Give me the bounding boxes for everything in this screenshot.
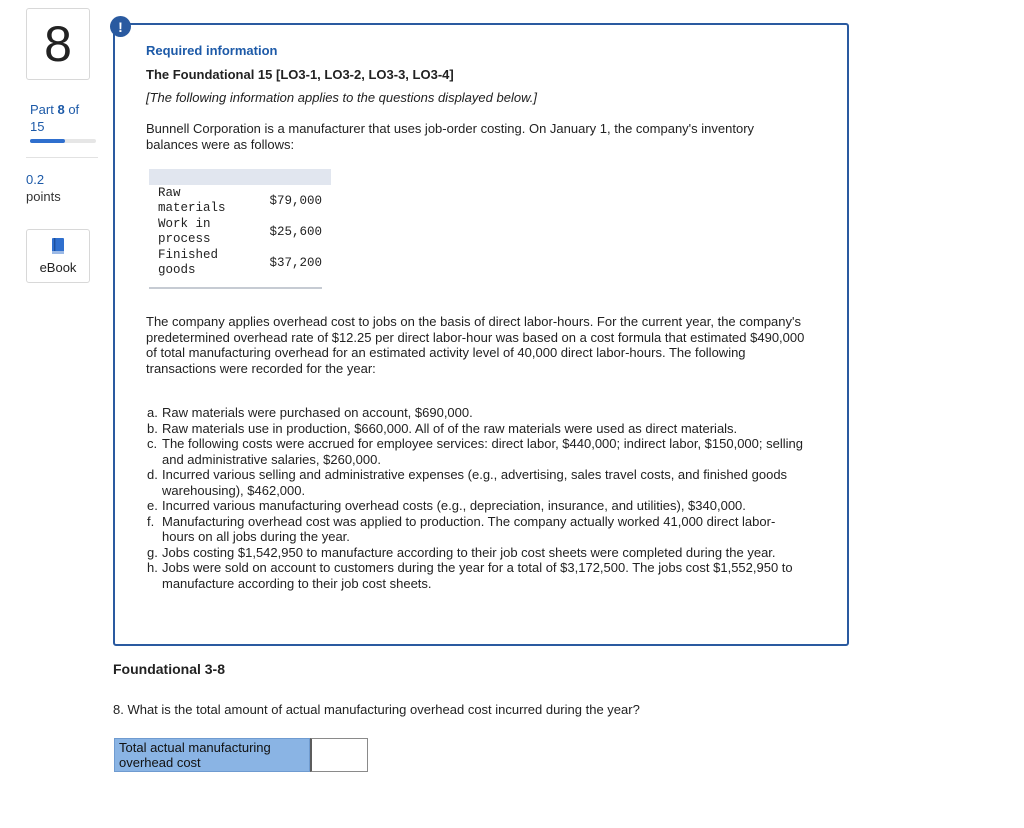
- part-prefix: Part: [30, 102, 54, 117]
- table-bottom-rule: [149, 287, 322, 289]
- part-indicator: [30, 101, 92, 135]
- list-item: [146, 545, 806, 561]
- inventory-table: [149, 169, 331, 278]
- required-info-heading: Required information: [146, 43, 278, 58]
- list-text: Incurred various manufacturing overhead costs (e.g., depreciation, insurance, and utilities), $340,000.: [162, 498, 746, 513]
- question-text: 8. What is the total amount of actual manufacturing overhead cost incurred during the year?: [113, 702, 640, 717]
- list-item: [146, 436, 806, 467]
- section-title: Foundational 3-8: [113, 661, 225, 677]
- inventory-amount: $79,000: [269, 193, 322, 208]
- list-marker: e.: [147, 498, 158, 513]
- ebook-label: eBook: [39, 259, 77, 275]
- foundational-15-title: The Foundational 15 [LO3-1, LO3-2, LO3-3, LO3-4]: [146, 67, 454, 82]
- list-marker: c.: [147, 436, 158, 451]
- list-text: Manufacturing overhead cost was applied to production. The company actually worked 41,000 direct labor-hours on all jobs during the year.: [162, 513, 776, 544]
- list-marker: d.: [147, 467, 158, 482]
- part-progress-fill: [30, 139, 65, 143]
- table-row: [149, 216, 331, 247]
- list-text: Incurred various selling and administrative expenses (e.g., advertising, sales travel costs, and finished goods warehousing), $462,000.: [162, 467, 788, 498]
- inventory-amount: $25,600: [269, 224, 322, 239]
- list-marker: f.: [147, 513, 155, 529]
- transactions-list: [146, 405, 806, 591]
- list-marker: a.: [147, 405, 158, 420]
- list-marker: g.: [147, 544, 158, 560]
- part-total: 15: [30, 119, 45, 134]
- inventory-label: Work in process: [158, 216, 211, 246]
- list-marker: h.: [147, 560, 158, 575]
- intro-paragraph: Bunnell Corporation is a manufacturer that uses job-order costing. On January 1, the company's inventory balances were as follows:: [146, 121, 755, 152]
- part-of: of: [68, 102, 80, 117]
- table-row: [149, 185, 331, 216]
- applies-note: [The following information applies to the questions displayed below.]: [146, 90, 537, 105]
- points-value: 0.2: [26, 172, 45, 187]
- answer-label: Total actual manufacturing overhead cost: [114, 738, 310, 772]
- list-text: Raw materials were purchased on account, $690,000.: [162, 405, 473, 420]
- list-item: [146, 467, 806, 498]
- points-block: [26, 171, 61, 205]
- overhead-paragraph: The company applies overhead cost to jobs on the basis of direct labor-hours. For the current year, the company's predetermined overhead rate of $12.25 per direct labor-hour was based on a cost formula that estimated $490,000 of total manufacturing overhead for an estimated activity level of 40,000 direct labor-hours. The following transactions were recorded for the year:: [146, 314, 805, 376]
- inventory-amount: $37,200: [269, 255, 322, 270]
- list-item: [146, 560, 806, 591]
- list-item: [146, 514, 806, 545]
- list-text: Jobs were sold on account to customers during the year for a total of $3,172,500. The jobs cost $1,552,950 to manufacture according to their job cost sheets.: [162, 560, 793, 591]
- inventory-label: Finished goods: [158, 247, 219, 277]
- part-progress-bar: [30, 139, 96, 143]
- list-item: [146, 421, 806, 437]
- alert-icon: !: [110, 16, 131, 37]
- book-icon: [51, 238, 65, 255]
- part-current: 8: [57, 102, 65, 117]
- list-text: The following costs were accrued for employee services: direct labor, $440,000; indirect labor, $150,000; selling and administrative salaries, $260,000.: [162, 436, 803, 467]
- table-row: [149, 247, 331, 278]
- list-text: Raw materials use in production, $660,000. All of of the raw materials were used as direct materials.: [162, 420, 738, 436]
- list-item: [146, 498, 806, 514]
- inventory-header-row: [149, 169, 331, 185]
- ebook-button[interactable]: [26, 229, 90, 283]
- inventory-label: Raw materials: [158, 185, 226, 215]
- list-marker: b.: [147, 420, 158, 436]
- list-item: [146, 405, 806, 421]
- list-text: Jobs costing $1,542,950 to manufacture according to their job cost sheets were completed during the year.: [162, 544, 776, 560]
- points-label: points: [26, 189, 61, 204]
- answer-input[interactable]: [310, 738, 368, 772]
- rail-divider: [26, 157, 98, 158]
- question-number: 8: [26, 8, 90, 80]
